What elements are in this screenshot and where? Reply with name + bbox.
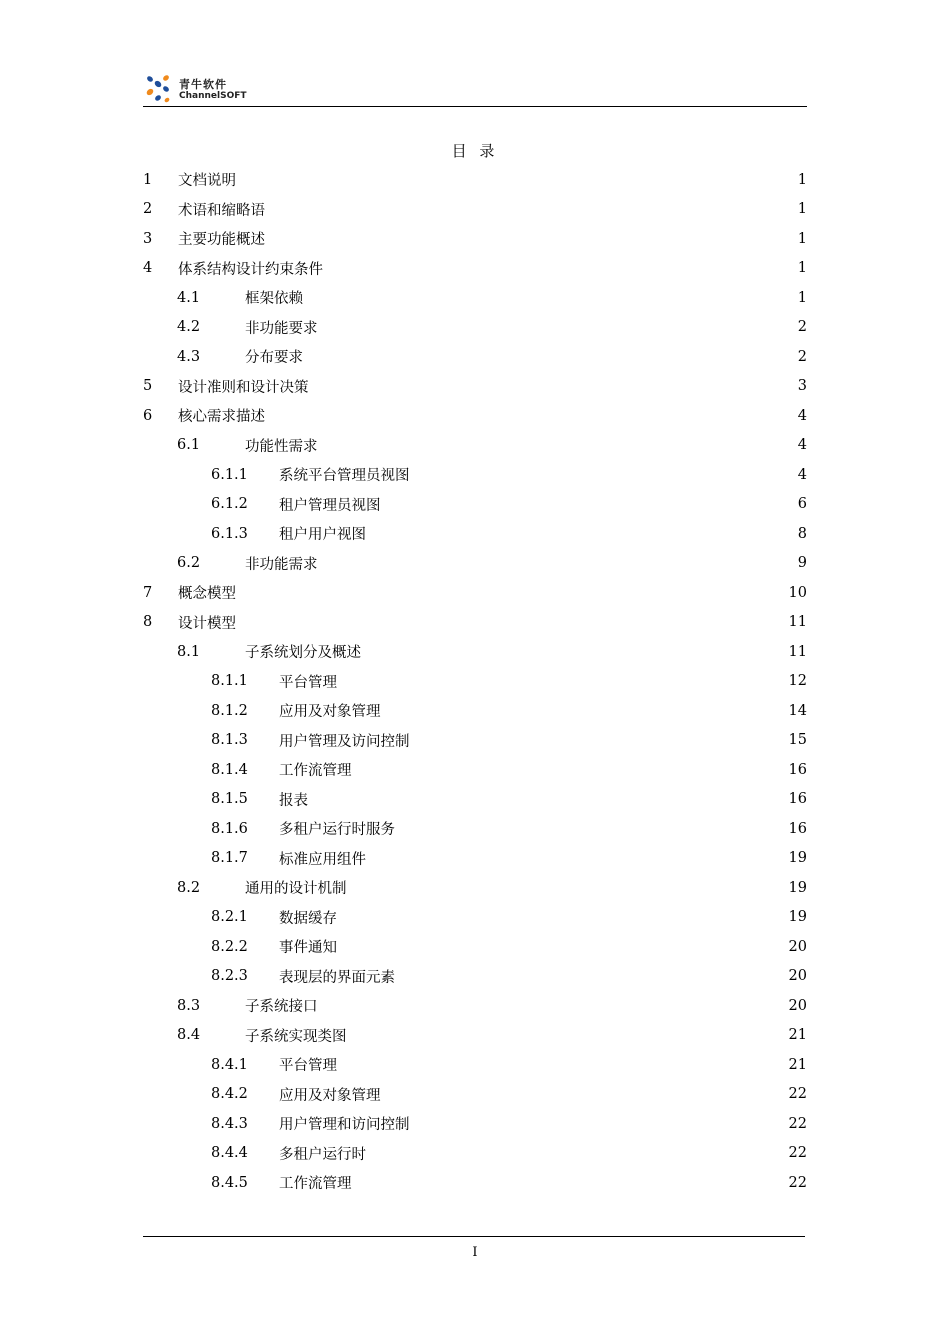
- toc-entry-number: 8.4.5: [211, 1174, 248, 1191]
- toc-entry[interactable]: [143, 460, 807, 490]
- toc-dot-leader: [310, 382, 797, 396]
- toc-entry-page: 21: [788, 1027, 807, 1044]
- logo-mark-icon: [143, 72, 173, 106]
- toc-entry[interactable]: [143, 696, 807, 726]
- toc-dot-leader: [266, 412, 797, 426]
- toc-title: 目 录: [451, 142, 499, 160]
- toc-entry[interactable]: [143, 1168, 807, 1198]
- toc-dot-leader: [411, 471, 797, 485]
- toc-entry-page: 20: [788, 938, 807, 955]
- toc-entry-number: 8.1.1: [211, 673, 248, 690]
- toc-entry[interactable]: [143, 342, 807, 372]
- toc-entry-title: 应用及对象管理: [279, 1087, 381, 1104]
- toc-entry-number: 5: [143, 378, 153, 395]
- toc-entry-title: 多租户运行时: [279, 1146, 366, 1163]
- toc-entry-page: 4: [797, 407, 807, 424]
- header-rule: [143, 106, 807, 107]
- toc-dot-leader: [319, 559, 797, 573]
- toc-entry-title: 术语和缩略语: [178, 202, 265, 219]
- toc-entry-title: 用户管理和访问控制: [279, 1117, 410, 1134]
- toc-entry-number: 6.2: [177, 555, 201, 572]
- toc-dot-leader: [396, 825, 788, 839]
- toc-entry-page: 1: [797, 260, 807, 277]
- toc-entry-title: 非功能要求: [245, 320, 318, 337]
- toc-entry-page: 4: [797, 437, 807, 454]
- toc-entry[interactable]: [143, 1080, 807, 1110]
- toc-entry-number: 8.1.4: [211, 761, 248, 778]
- toc-entry-number: 8.1.5: [211, 791, 248, 808]
- toc-entry-number: 8: [143, 614, 153, 631]
- toc-entry-number: 8.2.1: [211, 909, 248, 926]
- toc-entry-page: 20: [788, 968, 807, 985]
- toc-entry[interactable]: [143, 254, 807, 284]
- table-of-contents: [143, 165, 807, 1198]
- toc-entry-page: 14: [788, 702, 807, 719]
- toc-entry-number: 6: [143, 407, 153, 424]
- toc-entry[interactable]: [143, 195, 807, 225]
- toc-entry-title: 事件通知: [279, 940, 337, 957]
- toc-entry-page: 22: [788, 1174, 807, 1191]
- toc-entry-title: 概念模型: [178, 586, 236, 603]
- toc-entry-title: 多租户运行时服务: [279, 822, 395, 839]
- toc-dot-leader: [348, 884, 788, 898]
- toc-entry[interactable]: [143, 578, 807, 608]
- toc-dot-leader: [348, 1031, 788, 1045]
- toc-entry-page: 1: [797, 289, 807, 306]
- toc-entry-number: 7: [143, 584, 153, 601]
- toc-entry-page: 19: [788, 909, 807, 926]
- toc-entry[interactable]: [143, 785, 807, 815]
- toc-dot-leader: [353, 1179, 788, 1193]
- toc-entry-page: 12: [788, 673, 807, 690]
- toc-dot-leader: [367, 530, 797, 544]
- toc-entry-title: 表现层的界面元素: [279, 969, 395, 986]
- toc-entry-page: 16: [788, 791, 807, 808]
- toc-entry-number: 8.2: [177, 879, 201, 896]
- toc-entry[interactable]: [143, 1109, 807, 1139]
- toc-entry[interactable]: [143, 165, 807, 195]
- logo-text-en: ChannelSOFT: [179, 91, 247, 101]
- toc-dot-leader: [367, 1149, 788, 1163]
- toc-entry-title: 通用的设计机制: [245, 881, 347, 898]
- toc-entry-page: 1: [797, 201, 807, 218]
- toc-entry-number: 4: [143, 260, 153, 277]
- toc-entry-title: 功能性需求: [245, 438, 318, 455]
- toc-entry-page: 15: [788, 732, 807, 749]
- toc-entry[interactable]: [143, 519, 807, 549]
- toc-entry-page: 16: [788, 761, 807, 778]
- toc-entry[interactable]: [143, 431, 807, 461]
- toc-dot-leader: [362, 648, 788, 662]
- toc-entry-number: 8.3: [177, 997, 201, 1014]
- toc-dot-leader: [319, 441, 797, 455]
- toc-entry[interactable]: [143, 667, 807, 697]
- toc-entry[interactable]: [143, 224, 807, 254]
- toc-entry-number: 8.1.6: [211, 820, 248, 837]
- toc-dot-leader: [237, 589, 788, 603]
- toc-entry-number: 8.2.2: [211, 938, 248, 955]
- toc-entry-page: 2: [797, 319, 807, 336]
- toc-entry-title: 系统平台管理员视图: [279, 468, 410, 485]
- toc-dot-leader: [324, 264, 797, 278]
- toc-entry-title: 平台管理: [279, 674, 337, 691]
- toc-entry-number: 8.1.2: [211, 702, 248, 719]
- toc-entry-number: 8.2.3: [211, 968, 248, 985]
- toc-dot-leader: [309, 795, 788, 809]
- toc-entry-title: 非功能需求: [245, 556, 318, 573]
- toc-dot-leader: [237, 618, 788, 632]
- footer-rule: [143, 1236, 805, 1237]
- toc-dot-leader: [367, 854, 788, 868]
- toc-entry[interactable]: [143, 991, 807, 1021]
- toc-entry[interactable]: [143, 637, 807, 667]
- toc-dot-leader: [338, 913, 788, 927]
- toc-entry-number: 8.4.2: [211, 1086, 248, 1103]
- toc-entry-page: 8: [797, 525, 807, 542]
- toc-entry-title: 用户管理及访问控制: [279, 733, 410, 750]
- logo-text-cn: 青牛软件: [179, 78, 227, 91]
- toc-entry-page: 1: [797, 230, 807, 247]
- toc-entry-page: 9: [797, 555, 807, 572]
- toc-entry-page: 1: [797, 171, 807, 188]
- toc-entry-title: 子系统实现类图: [245, 1028, 347, 1045]
- toc-entry[interactable]: [143, 903, 807, 933]
- toc-entry-number: 8.4.1: [211, 1056, 248, 1073]
- toc-entry-page: 22: [788, 1086, 807, 1103]
- toc-entry[interactable]: [143, 401, 807, 431]
- toc-entry-title: 子系统接口: [245, 999, 318, 1016]
- toc-dot-leader: [266, 205, 797, 219]
- toc-entry-title: 应用及对象管理: [279, 704, 381, 721]
- toc-entry[interactable]: [143, 549, 807, 579]
- toc-entry[interactable]: [143, 873, 807, 903]
- toc-entry-title: 核心需求描述: [178, 409, 265, 426]
- toc-entry-number: 8.1.3: [211, 732, 248, 749]
- toc-dot-leader: [396, 972, 788, 986]
- toc-entry-title: 平台管理: [279, 1058, 337, 1075]
- toc-entry-title: 设计准则和设计决策: [178, 379, 309, 396]
- toc-entry-number: 4.2: [177, 319, 201, 336]
- toc-dot-leader: [338, 1061, 788, 1075]
- toc-entry-page: 6: [797, 496, 807, 513]
- toc-entry-number: 2: [143, 201, 153, 218]
- toc-entry[interactable]: [143, 313, 807, 343]
- toc-entry-page: 21: [788, 1056, 807, 1073]
- toc-entry-number: 8.4.4: [211, 1145, 248, 1162]
- toc-entry-title: 租户管理员视图: [279, 497, 381, 514]
- toc-entry[interactable]: [143, 844, 807, 874]
- toc-entry-title: 租户用户视图: [279, 527, 366, 544]
- toc-entry-number: 3: [143, 230, 153, 247]
- toc-dot-leader: [382, 707, 788, 721]
- toc-dot-leader: [319, 1002, 788, 1016]
- toc-entry-title: 工作流管理: [279, 1176, 352, 1193]
- toc-dot-leader: [266, 235, 797, 249]
- toc-entry-title: 文档说明: [178, 173, 236, 190]
- toc-dot-leader: [353, 766, 788, 780]
- toc-entry-number: 8.1: [177, 643, 201, 660]
- toc-entry-title: 工作流管理: [279, 763, 352, 780]
- toc-entry[interactable]: [143, 1139, 807, 1169]
- toc-dot-leader: [411, 736, 788, 750]
- toc-entry-number: 6.1.3: [211, 525, 248, 542]
- toc-entry-page: 11: [788, 614, 807, 631]
- company-logo: [143, 72, 263, 106]
- toc-dot-leader: [237, 176, 797, 190]
- toc-entry-number: 8.4: [177, 1027, 201, 1044]
- toc-entry[interactable]: [143, 755, 807, 785]
- toc-entry-page: 19: [788, 879, 807, 896]
- toc-entry[interactable]: [143, 1050, 807, 1080]
- toc-entry-title: 标准应用组件: [279, 851, 366, 868]
- toc-dot-leader: [304, 353, 797, 367]
- toc-dot-leader: [411, 1120, 788, 1134]
- toc-entry-page: 11: [788, 643, 807, 660]
- toc-entry-title: 报表: [279, 792, 308, 809]
- toc-entry-page: 20: [788, 997, 807, 1014]
- toc-entry[interactable]: [143, 608, 807, 638]
- toc-entry-title: 分布要求: [245, 350, 303, 367]
- toc-entry-title: 主要功能概述: [178, 232, 265, 249]
- toc-entry-number: 6.1.1: [211, 466, 248, 483]
- toc-entry-title: 数据缓存: [279, 910, 337, 927]
- toc-entry[interactable]: [143, 1021, 807, 1051]
- toc-entry-number: 8.1.7: [211, 850, 248, 867]
- toc-entry[interactable]: [143, 490, 807, 520]
- toc-dot-leader: [382, 500, 797, 514]
- toc-entry-page: 4: [797, 466, 807, 483]
- toc-entry-number: 4.3: [177, 348, 201, 365]
- toc-entry-page: 22: [788, 1115, 807, 1132]
- toc-entry-title: 子系统划分及概述: [245, 645, 361, 662]
- toc-entry[interactable]: [143, 372, 807, 402]
- toc-entry-number: 8.4.3: [211, 1115, 248, 1132]
- toc-entry[interactable]: [143, 962, 807, 992]
- toc-entry[interactable]: [143, 932, 807, 962]
- toc-entry-page: 22: [788, 1145, 807, 1162]
- toc-dot-leader: [319, 323, 797, 337]
- toc-entry-number: 6.1.2: [211, 496, 248, 513]
- toc-entry[interactable]: [143, 814, 807, 844]
- toc-dot-leader: [304, 294, 797, 308]
- toc-entry[interactable]: [143, 726, 807, 756]
- toc-dot-leader: [382, 1090, 788, 1104]
- toc-dot-leader: [338, 943, 788, 957]
- page-header: [143, 72, 807, 108]
- toc-entry-page: 19: [788, 850, 807, 867]
- toc-entry[interactable]: [143, 283, 807, 313]
- toc-entry-number: 1: [143, 171, 153, 188]
- toc-entry-title: 体系结构设计约束条件: [178, 261, 323, 278]
- toc-dot-leader: [338, 677, 788, 691]
- toc-entry-number: 4.1: [177, 289, 201, 306]
- page-number: I: [472, 1245, 478, 1260]
- toc-entry-title: 设计模型: [178, 615, 236, 632]
- toc-entry-number: 6.1: [177, 437, 201, 454]
- toc-entry-title: 框架依赖: [245, 291, 303, 308]
- toc-entry-page: 10: [788, 584, 807, 601]
- toc-entry-page: 16: [788, 820, 807, 837]
- toc-entry-page: 2: [797, 348, 807, 365]
- toc-entry-page: 3: [797, 378, 807, 395]
